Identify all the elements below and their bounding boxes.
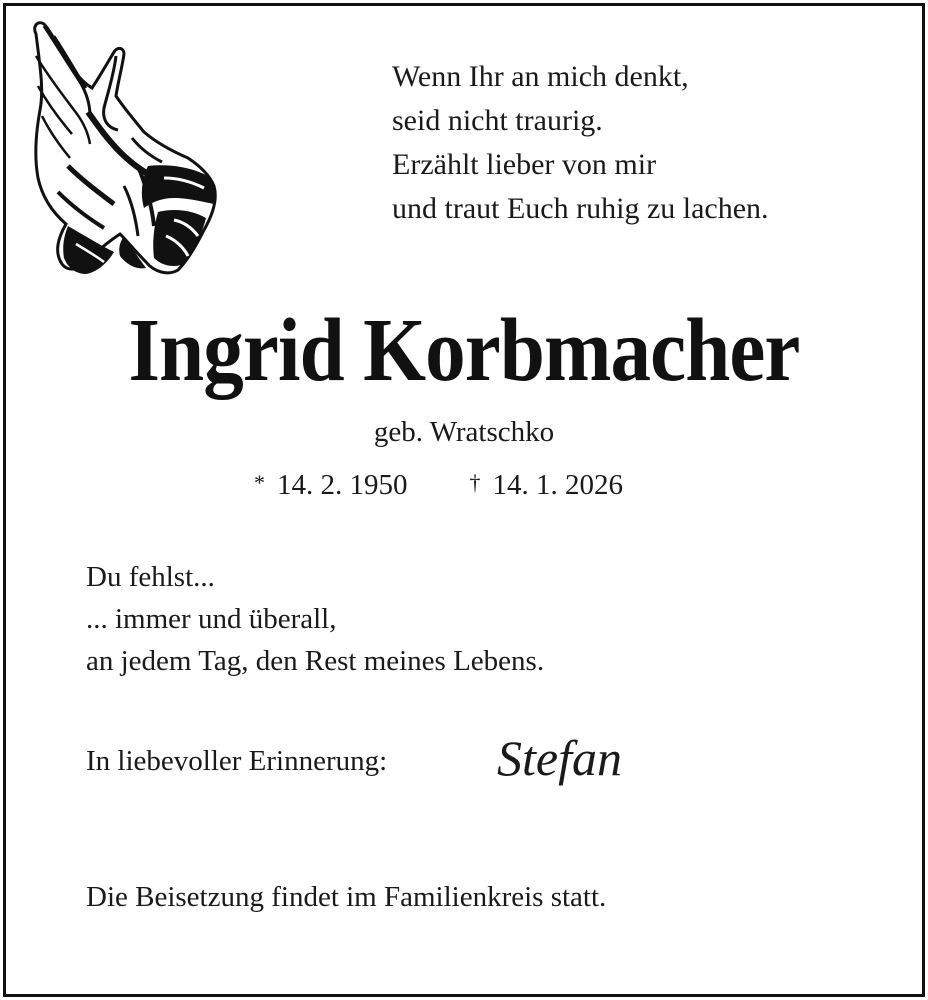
poem-line: Erzählt lieber von mir [392, 148, 657, 181]
death-date: 14. 1. 2026 [492, 469, 623, 501]
verse-line: an jedem Tag, den Rest meines Lebens. [86, 645, 545, 677]
poem [392, 55, 769, 231]
verse-line: Du fehlst... [86, 561, 215, 593]
deceased-name: Ingrid Korbmacher [128, 301, 800, 400]
life-dates [254, 462, 623, 506]
poem-line: Wenn Ihr an mich denkt, [392, 60, 689, 93]
verse-line: ... immer und überall, [86, 603, 337, 635]
birth-symbol: * [254, 470, 265, 495]
death-symbol: † [469, 470, 481, 495]
maiden-name: geb. Wratschko [373, 416, 555, 448]
praying-hands-icon [28, 16, 223, 278]
birth-date: 14. 2. 1950 [277, 469, 408, 501]
poem-line: seid nicht traurig. [392, 104, 603, 137]
burial-note: Die Beisetzung findet im Familienkreis statt. [86, 881, 607, 913]
memory-label: In liebevoller Erinnerung: [86, 745, 388, 777]
verse [86, 556, 544, 682]
poem-line: und traut Euch ruhig zu lachen. [392, 192, 769, 225]
signature: Stefan [497, 730, 622, 786]
